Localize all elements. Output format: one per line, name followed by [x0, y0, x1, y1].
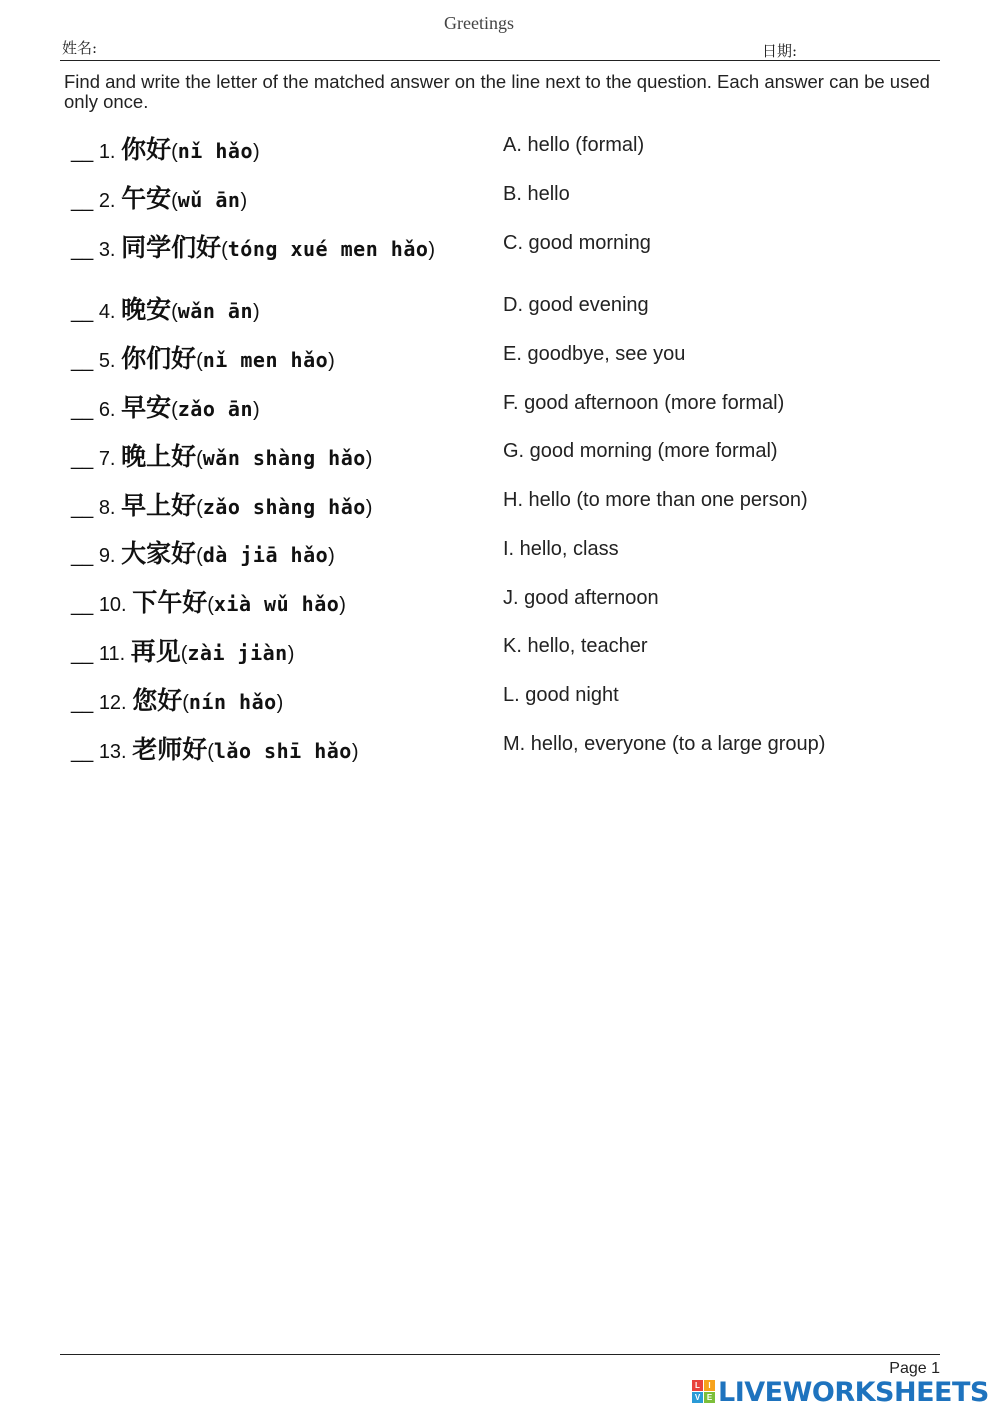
answer-blank[interactable]: __: [71, 692, 94, 714]
question-number: 5.: [98, 350, 116, 372]
question-item: __ 2. 午安(wǔ ān): [71, 184, 248, 213]
question-hanzi: 你们好: [121, 344, 197, 373]
question-number: 3.: [98, 239, 116, 261]
question-pinyin: xià wǔ hǎo: [213, 592, 340, 616]
question-item: __ 7. 晚上好(wǎn shàng hǎo): [71, 442, 373, 471]
answer-blank[interactable]: __: [71, 301, 94, 323]
question-number: 4.: [98, 301, 116, 323]
answer-option: I. hello, class: [503, 538, 619, 560]
question-number: 13.: [98, 741, 127, 763]
question-number: 2.: [98, 190, 116, 212]
answer-option: M. hello, everyone (to a large group): [503, 733, 826, 755]
question-hanzi: 你好: [121, 135, 172, 164]
question-item: __ 5. 你们好(nǐ men hǎo): [71, 344, 335, 373]
question-hanzi: 大家好: [121, 539, 197, 568]
question-hanzi: 早上好: [121, 491, 197, 520]
answer-option: L. good night: [503, 684, 619, 706]
question-hanzi: 午安: [121, 184, 172, 213]
answer-option: A. hello (formal): [503, 134, 645, 156]
question-number: 6.: [98, 399, 116, 421]
answer-option: F. good afternoon (more formal): [503, 392, 785, 414]
question-pinyin: dà jiā hǎo: [202, 543, 329, 567]
question-number: 7.: [98, 448, 116, 470]
question-pinyin: lǎo shī hǎo: [213, 739, 352, 763]
answer-option: C. good morning: [503, 232, 651, 254]
question-item: __ 11. 再见(zài jiàn): [71, 637, 295, 666]
name-label: 姓名:: [62, 39, 98, 57]
question-pinyin: wǔ ān: [177, 188, 241, 212]
question-item: __ 12. 您好(nín hǎo): [71, 686, 284, 715]
answer-blank[interactable]: __: [71, 190, 94, 212]
question-hanzi: 晚安: [121, 295, 172, 324]
liveworksheets-logo[interactable]: [692, 1377, 989, 1407]
footer-rule: [60, 1354, 940, 1355]
date-label: 日期:: [762, 42, 798, 60]
question-item: __ 1. 你好(nǐ hǎo): [71, 135, 260, 164]
answer-option: G. good morning (more formal): [503, 440, 778, 462]
answer-option: J. good afternoon: [503, 587, 659, 609]
question-hanzi: 早安: [121, 393, 172, 422]
answer-blank[interactable]: __: [71, 643, 94, 665]
question-hanzi: 晚上好: [121, 442, 197, 471]
answer-blank[interactable]: __: [71, 497, 94, 519]
answer-option: D. good evening: [503, 294, 649, 316]
question-pinyin: tóng xué men hǎo: [227, 237, 429, 261]
header-rule: [60, 60, 940, 61]
question-number: 12.: [98, 692, 127, 714]
question-item: __ 8. 早上好(zǎo shàng hǎo): [71, 491, 373, 520]
question-item: __ 10. 下午好(xià wǔ hǎo): [71, 588, 346, 617]
answer-option: E. goodbye, see you: [503, 343, 686, 365]
document-title: Greetings: [444, 13, 514, 33]
question-pinyin: zǎo ān: [177, 397, 253, 421]
question-number: 9.: [98, 545, 116, 567]
question-hanzi: 再见: [130, 637, 181, 666]
question-pinyin: nǐ men hǎo: [202, 348, 329, 372]
question-pinyin: nín hǎo: [188, 690, 277, 714]
question-item: __ 6. 早安(zǎo ān): [71, 393, 260, 422]
question-pinyin: zài jiàn: [187, 641, 288, 665]
answer-blank[interactable]: __: [71, 399, 94, 421]
answer-option: K. hello, teacher: [503, 635, 648, 657]
instructions: Find and write the letter of the matched answer on the line next to the question. Each answer can be used only once.: [64, 71, 930, 112]
question-hanzi: 下午好: [132, 588, 208, 617]
question-item: __ 9. 大家好(dà jiā hǎo): [71, 539, 335, 568]
question-item: __ 3. 同学们好(tóng xué men hǎo): [71, 233, 436, 262]
answer-blank[interactable]: __: [71, 594, 94, 616]
answer-blank[interactable]: __: [71, 741, 94, 763]
answer-option: B. hello: [503, 183, 570, 205]
question-item: __ 4. 晚安(wǎn ān): [71, 295, 260, 324]
question-number: 1.: [98, 141, 116, 163]
question-pinyin: nǐ hǎo: [177, 139, 253, 163]
question-number: 11.: [98, 643, 126, 665]
question-number: 10.: [98, 594, 127, 616]
answer-blank[interactable]: __: [71, 545, 94, 567]
question-hanzi: 同学们好: [121, 233, 222, 262]
liveworksheets-logo-icon: L I V E: [692, 1380, 716, 1404]
answer-blank[interactable]: __: [71, 239, 94, 261]
page-number: Page 1: [889, 1360, 940, 1377]
question-item: __ 13. 老师好(lǎo shī hǎo): [71, 735, 359, 764]
question-pinyin: wǎn shàng hǎo: [202, 446, 366, 470]
liveworksheets-brand-text: LIVEWORKSHEETS: [718, 1376, 989, 1408]
question-pinyin: zǎo shàng hǎo: [202, 495, 366, 519]
question-number: 8.: [98, 497, 116, 519]
answer-blank[interactable]: __: [71, 448, 94, 470]
question-pinyin: wǎn ān: [177, 299, 253, 323]
question-hanzi: 您好: [132, 686, 183, 715]
question-hanzi: 老师好: [132, 735, 208, 764]
answer-option: H. hello (to more than one person): [503, 489, 808, 511]
answer-blank[interactable]: __: [71, 141, 94, 163]
answer-blank[interactable]: __: [71, 350, 94, 372]
